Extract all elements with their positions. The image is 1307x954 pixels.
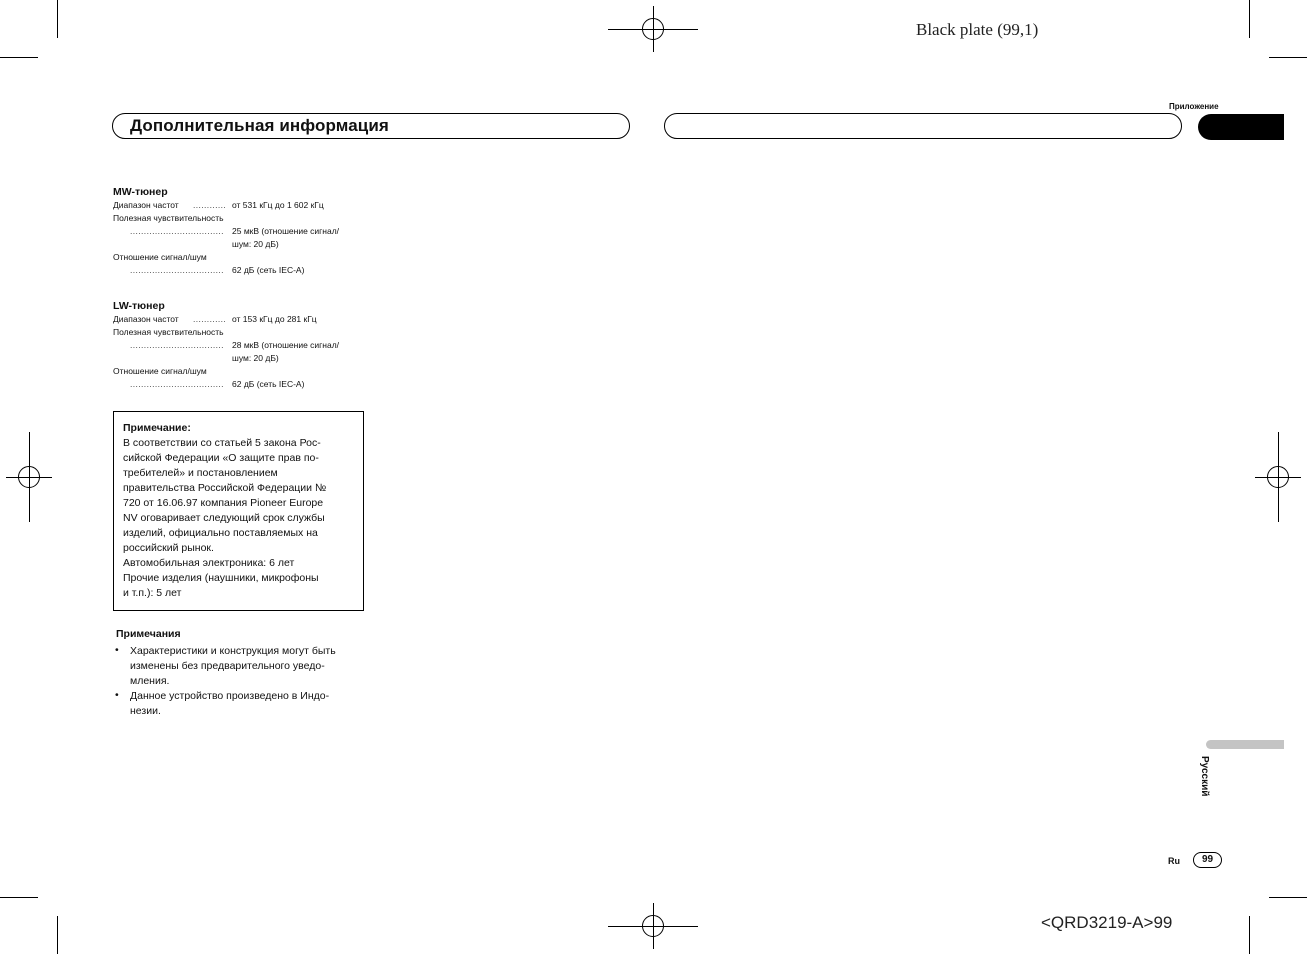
crop-mark <box>1249 916 1250 954</box>
mw-snr-label: Отношение сигнал/шум <box>113 252 207 262</box>
language-label: Русский <box>1199 756 1210 797</box>
note-line: российский рынок. <box>123 542 214 554</box>
leader-dots: ............ <box>193 314 227 324</box>
mw-snr-value: 62 дБ (сеть IEC-A) <box>232 265 305 275</box>
mw-sens-value-cont: шум: 20 дБ) <box>232 239 279 249</box>
crop-mark <box>0 897 38 898</box>
language-code: Ru <box>1168 856 1180 866</box>
header-bar-right <box>664 113 1182 139</box>
mw-freq-label: Диапазон частот <box>113 200 179 210</box>
note-line: В соответствии со статьей 5 закона Рос- <box>123 437 321 449</box>
remark-item <box>130 689 329 719</box>
note-body <box>123 436 359 601</box>
bullet-icon: • <box>115 689 119 701</box>
section-tab <box>1198 114 1284 140</box>
section-tab-label: Приложение <box>1169 102 1219 111</box>
crop-mark <box>57 916 58 954</box>
note-line: и т.п.): 5 лет <box>123 587 182 599</box>
remarks-title: Примечания <box>116 628 181 640</box>
leader-dots: .................................. <box>130 340 224 350</box>
remark-line: Данное устройство произведено в Индо- <box>130 690 330 702</box>
remark-item <box>130 644 336 689</box>
lw-sens-value: 28 мкВ (отношение сигнал/ <box>232 340 340 350</box>
mw-freq-value: от 531 кГц до 1 602 кГц <box>232 200 324 210</box>
remark-line: изменены без предварительного уведо- <box>130 660 325 672</box>
note-line: изделий, официально поставляемых на <box>123 527 318 539</box>
remark-line: мления. <box>130 675 170 687</box>
language-tab-bar <box>1206 740 1284 749</box>
page-number: 99 <box>1193 852 1222 868</box>
black-plate-label: Black plate (99,1) <box>916 20 1039 39</box>
leader-dots: .................................. <box>130 265 224 275</box>
crop-mark <box>1269 57 1307 58</box>
note-line: Автомобильная электроника: 6 лет <box>123 557 295 569</box>
leader-dots: ............ <box>193 200 227 210</box>
note-line: сийской Федерации «О защите прав по- <box>123 452 319 464</box>
note-line: NV оговаривает следующий срок службы <box>123 512 325 524</box>
document-code: <QRD3219-A>99 <box>1041 913 1173 932</box>
lw-freq-label: Диапазон частот <box>113 314 179 324</box>
lw-freq-value: от 153 кГц до 281 кГц <box>232 314 317 324</box>
note-line: правительства Российской Федерации № <box>123 482 327 494</box>
mw-tuner-title: MW-тюнер <box>113 186 168 198</box>
mw-sens-value: 25 мкВ (отношение сигнал/ <box>232 226 340 236</box>
page-title: Дополнительная информация <box>130 116 389 135</box>
remark-line: Характеристики и конструкция могут быть <box>130 645 336 657</box>
bullet-icon: • <box>115 644 119 656</box>
mw-sens-label: Полезная чувствительность <box>113 213 224 223</box>
crop-mark <box>57 0 58 38</box>
lw-sens-label: Полезная чувствительность <box>113 327 224 337</box>
note-line: Прочие изделия (наушники, микрофоны <box>123 572 319 584</box>
remark-line: незии. <box>130 705 161 717</box>
crop-mark <box>0 57 38 58</box>
lw-tuner-title: LW-тюнер <box>113 300 165 312</box>
crop-mark <box>1269 897 1307 898</box>
lw-snr-value: 62 дБ (сеть IEC-A) <box>232 379 305 389</box>
leader-dots: .................................. <box>130 226 224 236</box>
note-title: Примечание: <box>123 422 191 434</box>
note-line: 720 от 16.06.97 компания Pioneer Europe <box>123 497 324 509</box>
note-line: требителей» и постановлением <box>123 467 278 479</box>
lw-snr-label: Отношение сигнал/шум <box>113 366 207 376</box>
lw-sens-value-cont: шум: 20 дБ) <box>232 353 279 363</box>
crop-mark <box>1249 0 1250 38</box>
leader-dots: .................................. <box>130 379 224 389</box>
